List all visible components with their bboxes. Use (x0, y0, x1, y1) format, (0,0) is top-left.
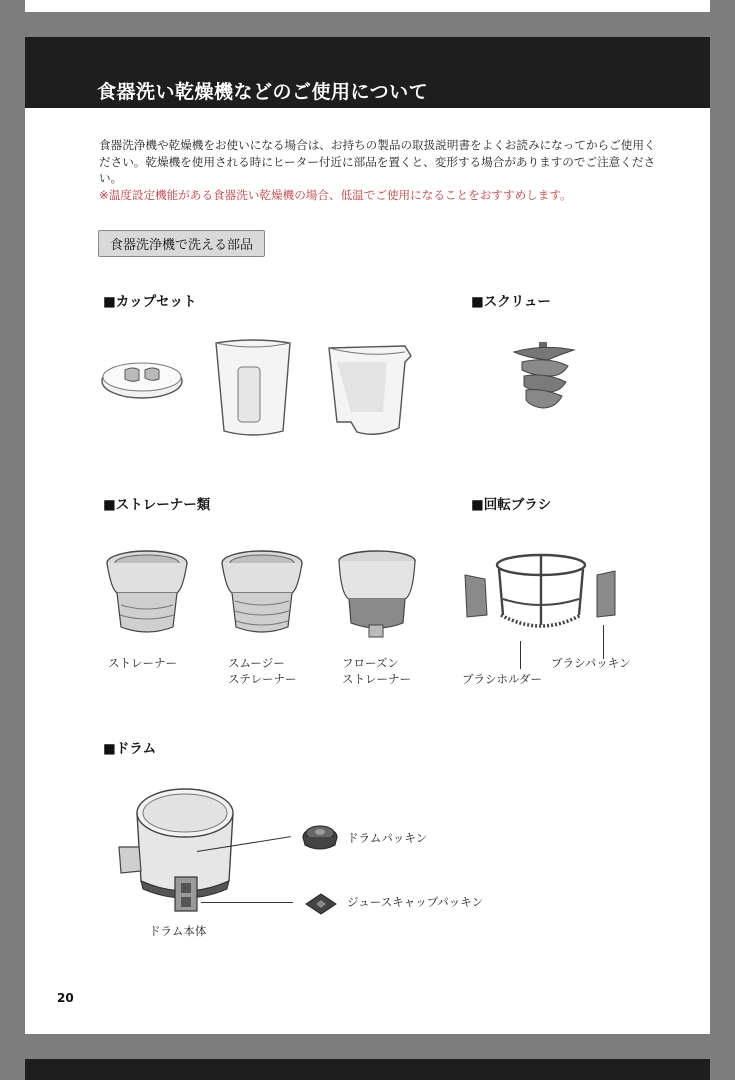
cup-set-heading: ■カップセット (103, 294, 197, 310)
screw-heading: ■スクリュー (471, 294, 551, 310)
frozen-strainer-illustration (335, 549, 419, 639)
intro-note: ※温度設定機能がある食器洗い乾燥機の場合、低温でご使用になることをおすすめします。 (99, 187, 572, 202)
drum-body-illustration (117, 785, 237, 915)
previous-page-edge (25, 0, 710, 12)
drum-packing-label: ドラムパッキン (347, 831, 428, 845)
page-title: 食器洗い乾燥機などのご使用について (97, 81, 429, 103)
brush-packing-label: ブラシパッキン (551, 656, 631, 670)
manual-page (25, 37, 710, 1034)
screw-illustration (508, 342, 578, 412)
drum-body-label: ドラム本体 (149, 924, 207, 938)
drum-packing-illustration (301, 823, 339, 855)
smoothie-strainer-label-line1: スムージー (228, 656, 285, 670)
rotating-brush-heading: ■回転ブラシ (471, 497, 552, 513)
page-number: 20 (57, 991, 74, 1005)
strainer-label: ストレーナー (108, 656, 177, 670)
brush-packing-leader (603, 625, 604, 659)
rotating-brush-illustration (463, 553, 619, 639)
drum-heading: ■ドラム (103, 741, 157, 757)
strainer-illustration (105, 549, 189, 637)
frozen-strainer-label-line1: フローズン (342, 656, 399, 670)
cup-lid-illustration (100, 357, 185, 402)
juice-cap-packing-label: ジュースキャップパッキン (347, 895, 484, 909)
strainers-heading: ■ストレーナー類 (103, 497, 211, 513)
juice-cap-packing-leader (201, 902, 293, 903)
brush-holder-leader (520, 641, 521, 669)
brush-holder-label: ブラシホルダー (462, 672, 543, 686)
smoothie-strainer-label-line2: ステレーナー (228, 672, 297, 686)
juice-cap-packing-illustration (304, 892, 338, 916)
frozen-strainer-label-line2: ストレーナー (342, 672, 411, 686)
cup-illustration (213, 339, 293, 439)
intro-paragraph: 食器洗浄機や乾燥機をお使いになる場合は、お持ちの製品の取扱説明書をよくお読みになってからご使用ください。乾燥機を使用される時にヒーター付近に部品を置くと、変形する場合がありますのでご注意ください。 (99, 138, 656, 185)
pulp-cup-illustration (327, 342, 417, 437)
section-tag: 食器洗浄機で洗える部品 (98, 230, 265, 257)
next-page-edge (25, 1059, 710, 1080)
smoothie-strainer-illustration (220, 549, 304, 637)
intro-text (99, 137, 659, 203)
